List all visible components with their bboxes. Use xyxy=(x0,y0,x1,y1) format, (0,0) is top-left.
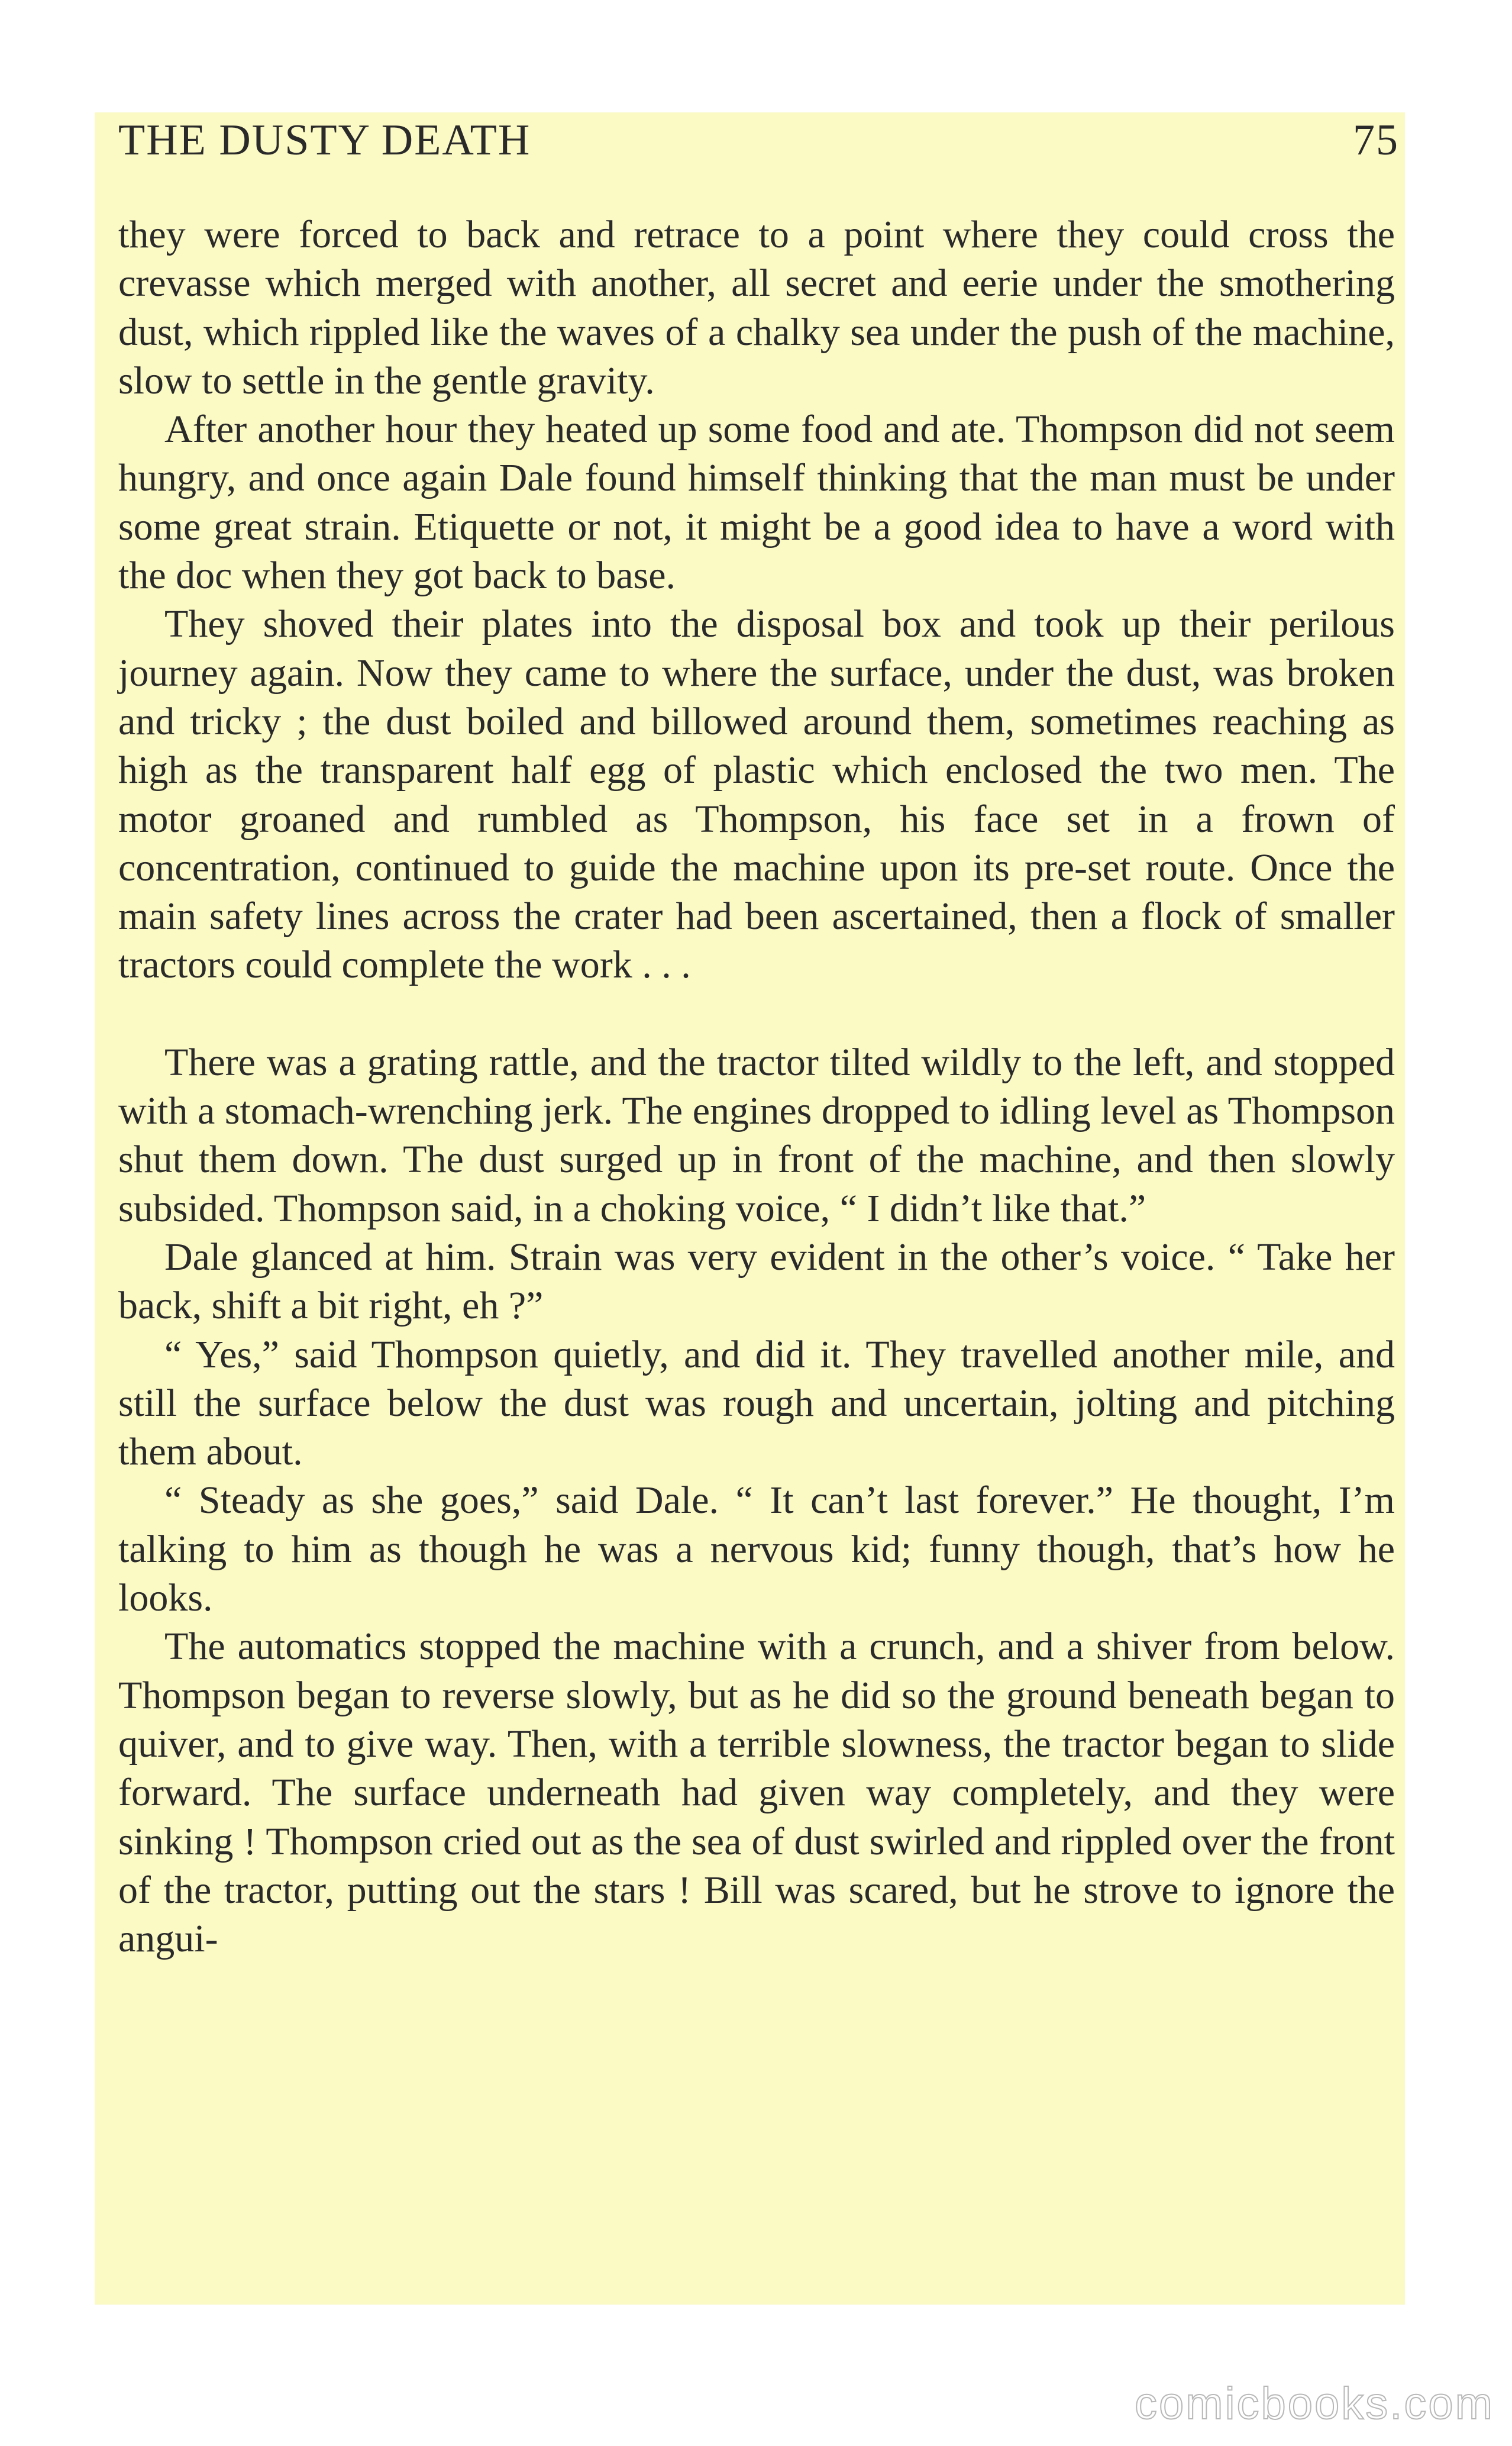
paragraph: They shoved their plates into the disposal box and took up their perilous journey again. Now they came to where the surface, under the dust, was broken and tricky ; the dust boiled and billowed around them, sometimes reaching as high as the transparent half egg of plastic which enclosed the two men. The motor groaned and rumbled as Thompson, his face set in a frown of concentration, continued to guide the machine upon its pre-set route. Once the main safety lines across the crater had been ascertained, then a flock of smaller tractors could complete the work . . . xyxy=(118,602,1395,987)
page-number: 75 xyxy=(1353,116,1399,164)
running-title: THE DUSTY DEATH xyxy=(118,116,531,164)
watermark-logo: comicbooks.com xyxy=(1135,2379,1494,2429)
body-text xyxy=(118,211,1395,1963)
paragraph: “ Yes,” said Thompson quietly, and did it. They travelled another mile, and still the surface below the dust was rough and uncertain, jolting and pitching them about. xyxy=(118,1332,1395,1474)
book-page xyxy=(95,112,1405,2305)
paragraph-continues: The automatics stopped the machine with a crunch, and a shiver from below. Thompson began to reverse slowly, but as he did so the ground beneath began to quiver, and to give way. Then, with a terrible slowness, the tractor began to slide forward. The surface underneath had given way completely, and they were sinking ! Thompson cried out as the sea of dust swirled and rippled over the front of the tractor, putting out the stars ! Bill was scared, but he strove to ignore the angui- xyxy=(118,1625,1395,1961)
paragraph: “ Steady as she goes,” said Dale. “ It can’t last forever.” He thought, I’m talking to him as though he was a nervous kid; funny though, that’s how he looks. xyxy=(118,1479,1395,1620)
running-head xyxy=(118,114,1399,167)
paragraph: Dale glanced at him. Strain was very evident in the other’s voice. “ Take her back, shift a bit right, eh ?” xyxy=(118,1235,1395,1328)
paragraph-continued: they were forced to back and retrace to a point where they could cross the crevasse which merged with another, all secret and eerie under the smothering dust, which rippled like the waves of a chalky sea under the push of the machine, slow to settle in the gentle gravity. xyxy=(118,213,1395,402)
paragraph-section-start: There was a grating rattle, and the tractor tilted wildly to the left, and stopped with a stomach-wrenching jerk. The engines dropped to idling level as Thompson shut them down. The dust surged up in front of the machine, and then slowly subsided. Thompson said, in a choking voice, “ I didn’t like that.” xyxy=(118,1040,1395,1230)
paragraph: After another hour they heated up some food and ate. Thompson did not seem hungry, and once again Dale found himself thinking that the man must be under some great strain. Etiquette or not, it might be a good idea to have a word with the doc when they got back to base. xyxy=(118,408,1395,598)
